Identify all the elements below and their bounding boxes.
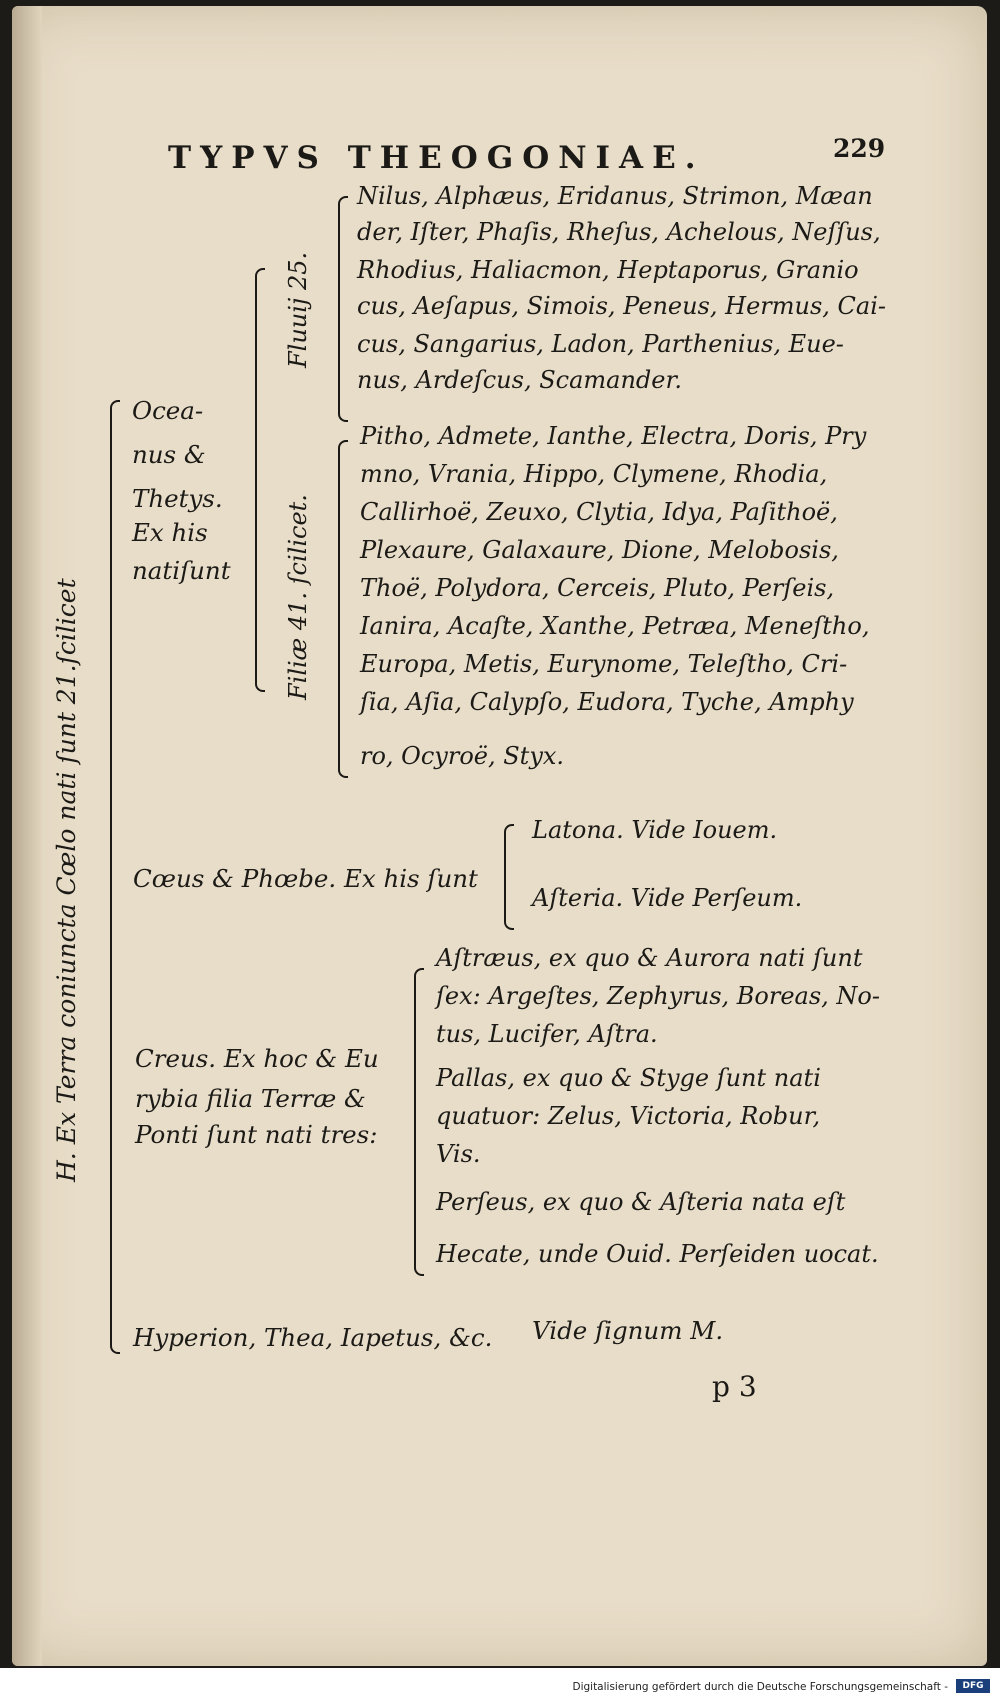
coeus-label: Cœus & Phœbe. Ex his ſunt [133,864,478,893]
book-page [12,6,987,1666]
fluvii-bracket [338,196,348,422]
page-gutter [12,6,42,1666]
fluvii-label: Fluuij 25. [284,251,312,368]
coeus-bracket [504,824,514,930]
section-label: H. Ex Terra coniuncta Cœlo nati ſunt 21.ſcilicet [52,578,81,1182]
hyperion-line: Hyperion, Thea, Iapetus, &c. [133,1323,493,1352]
coeus-child-asteria: Aſteria. Vide Perſeum. [532,884,803,912]
footer-credit: Digitalisierung gefördert durch die Deutsche Forschungsgemeinschaft - [572,1681,948,1693]
coeus-child-latona: Latona. Vide Iouem. [532,816,778,844]
filiae-label: Filiæ 41. ſcilicet. [284,494,312,700]
main-bracket [110,400,120,1354]
running-head: TYPVS THEOGONIAE. [168,140,705,176]
creus-bracket [414,968,424,1276]
signature-mark: p 3 [712,1370,757,1403]
page-number: 229 [833,134,886,163]
hyperion-reference: Vide ſignum M. [532,1316,724,1345]
dfg-logo: DFG [956,1679,990,1693]
filiae-bracket [338,440,348,778]
oceanus-bracket [255,268,265,692]
